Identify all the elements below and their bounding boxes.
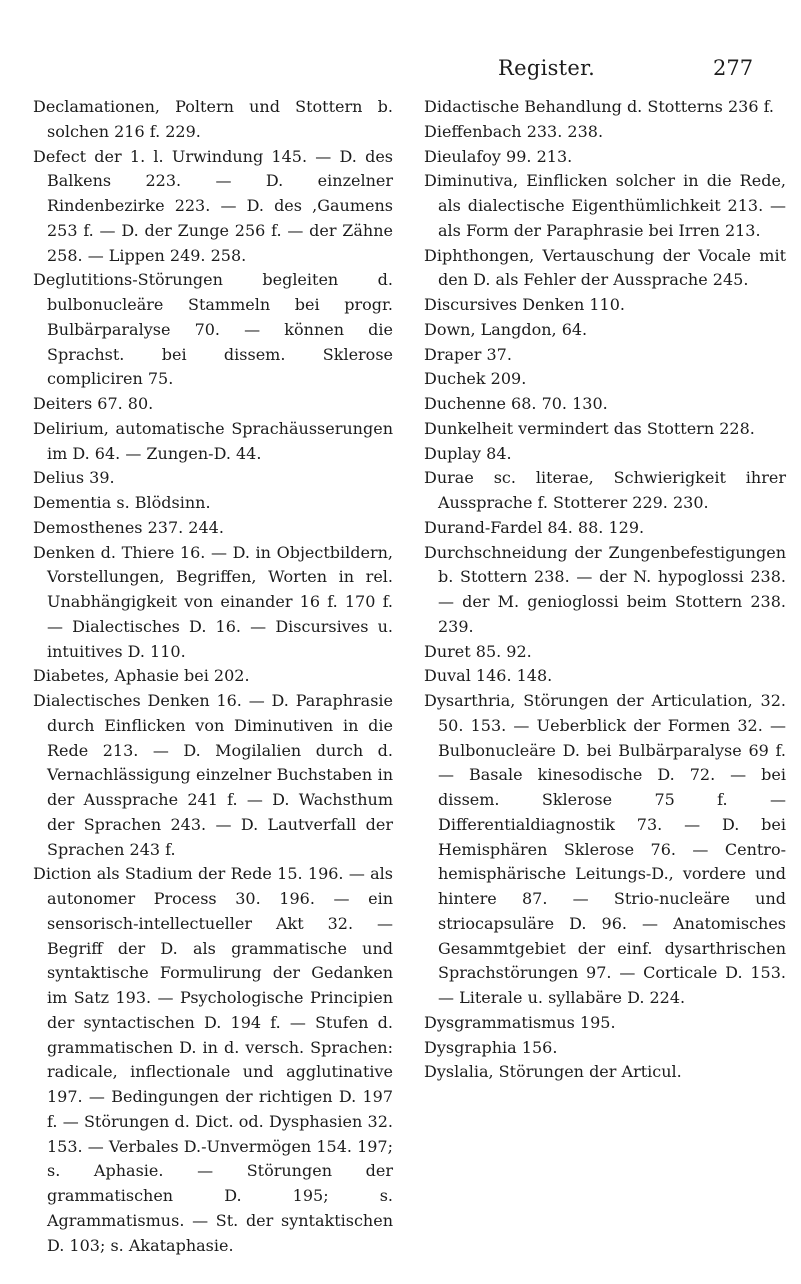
index-entry: Deglutitions-Störungen begleiten d. bulbonucleäre Stammeln bei progr. Bulbärparalyse 70. — können die Sprachst. bei dissem. Sklerose compliciren 75. (33, 270, 393, 389)
index-entry: Demosthenes 237. 244. (33, 517, 224, 537)
page-number: 277 (713, 56, 754, 80)
running-title: Register. (498, 56, 596, 80)
index-entry: Delirium, automatische Sprachäusserungen im D. 64. — Zungen-D. 44. (33, 418, 393, 463)
index-entry: Dysgrammatismus 195. (424, 1012, 616, 1032)
index-entry: Dialectisches Denken 16. — D. Paraphrasie durch Einflicken von Diminutiven in die Rede 213. — D. Mogilalien durch d. Vernachlässigung einzelner Buchstaben in der Aussprache 241 f. — D. Wachsthum der Sprachen 243. — D. Lautverfall der Sprachen 243 f. (33, 691, 393, 859)
index-entry: Deiters 67. 80. (33, 394, 154, 413)
index-entry: Defect der 1. l. Urwindung 145. — D. des Balkens 223. — D. einzelner Rindenbezirke 223. — D. des ,Gaumens 253 f. — D. der Zunge 256 f. — der Zähne 258. — Lippen 249. 258. (33, 146, 393, 265)
index-entry: Duret 85. 92. (424, 641, 532, 661)
index-entry: Duval 146. 148. (424, 666, 553, 686)
index-entry: Denken d. Thiere 16. — D. in Objectbildern, Vorstellungen, Begriffen, Worten in rel. Unabhängigkeit von einander 16 f. 170 f. — Dialectisches D. 16. — Discursives u. intuitives D. 110. (33, 542, 393, 661)
index-entry: Draper 37. (424, 344, 512, 364)
index-entry: Dysgraphia 156. (424, 1037, 558, 1057)
index-entry: Duplay 84. (424, 443, 512, 463)
index-entry: Dyslalia, Störungen der Articul. (424, 1062, 682, 1082)
index-entry: Dysarthria, Störungen der Articulation, 32. 50. 153. — Ueberblick der Formen 32. — Bulbonucleäre D. bei Bulbärparalyse 69 f. — Basale kinesodische D. 72. — bei dissem. Sklerose 75 f. — Differentialdiagnostik 73. — D. bei Hemisphären Sklerose 76. — Centro-hemisphärische Leitungs-D., vordere und hintere 87. — Strio-nucleäre und striocapsuläre D. 96. — Anatomisches Gesammtgebiet der einf. dysarthrischen Sprachstörungen 97. — Corticale D. 153. — Literale u. syllabäre D. 224. (424, 691, 786, 1007)
index-entry: Durae sc. literae, Schwierigkeit ihrer Aussprache f. Stotterer 229. 230. (424, 468, 786, 512)
index-entry: Dieffenbach 233. 238. (424, 121, 604, 141)
index-column-right (424, 95, 786, 1085)
index-entry: Discursives Denken 110. (424, 295, 625, 314)
index-entry: Diction als Stadium der Rede 15. 196. — als autonomer Process 30. 196. — ein sensorisch-intellectueller Akt 32. — Begriff der D. als grammatische und syntaktische Formulirung der Gedanken im Satz 193. — Psychologische Principien der syntactischen D. 194 f. — Stufen d. grammatischen D. in d. versch. Sprachen: radicale, inflectionale und agglutinative 197. — Bedingungen der richtigen D. 197 f. — Störungen d. Dict. od. Dysphasien 32. 153. — Verbales D.-Unvermögen 154. 197; s. Aphasie. — Störungen der grammatischen D. 195; s. Agrammatismus. — St. der syntaktischen D. 103; s. Akataphasie. (33, 864, 393, 1255)
index-entry: Duchek 209. (424, 369, 527, 389)
index-entry: Diminutiva, Einflicken solcher in die Rede, als dialectische Eigenthümlichkeit 213. — als Form der Paraphrasie bei Irren 213. (424, 171, 786, 240)
index-entry: Dementia s. Blödsinn. (33, 493, 211, 512)
index-entry: Diabetes, Aphasie bei 202. (33, 666, 250, 686)
index-entry: Dunkelheit vermindert das Stottern 228. (424, 418, 755, 438)
index-entry: Durchschneidung der Zungenbefestigungen b. Stottern 238. — der N. hypoglossi 238. — der M. genioglossi beim Stottern 238. 239. (424, 542, 786, 636)
index-entry: Diphthongen, Vertauschung der Vocale mit den D. als Fehler der Aussprache 245. (424, 245, 786, 290)
index-entry: Didactische Behandlung d. Stotterns 236 f. (424, 97, 775, 116)
index-column-left (33, 95, 393, 1258)
index-entry: Declamationen, Poltern und Stottern b. solchen 216 f. 229. (33, 97, 393, 141)
index-entry: Dieulafoy 99. 213. (424, 146, 573, 166)
index-entry: Down, Langdon, 64. (424, 319, 588, 339)
index-entry: Duchenne 68. 70. 130. (424, 394, 608, 413)
page-header (0, 56, 801, 86)
index-entry: Durand-Fardel 84. 88. 129. (424, 517, 645, 537)
index-entry: Delius 39. (33, 468, 115, 488)
